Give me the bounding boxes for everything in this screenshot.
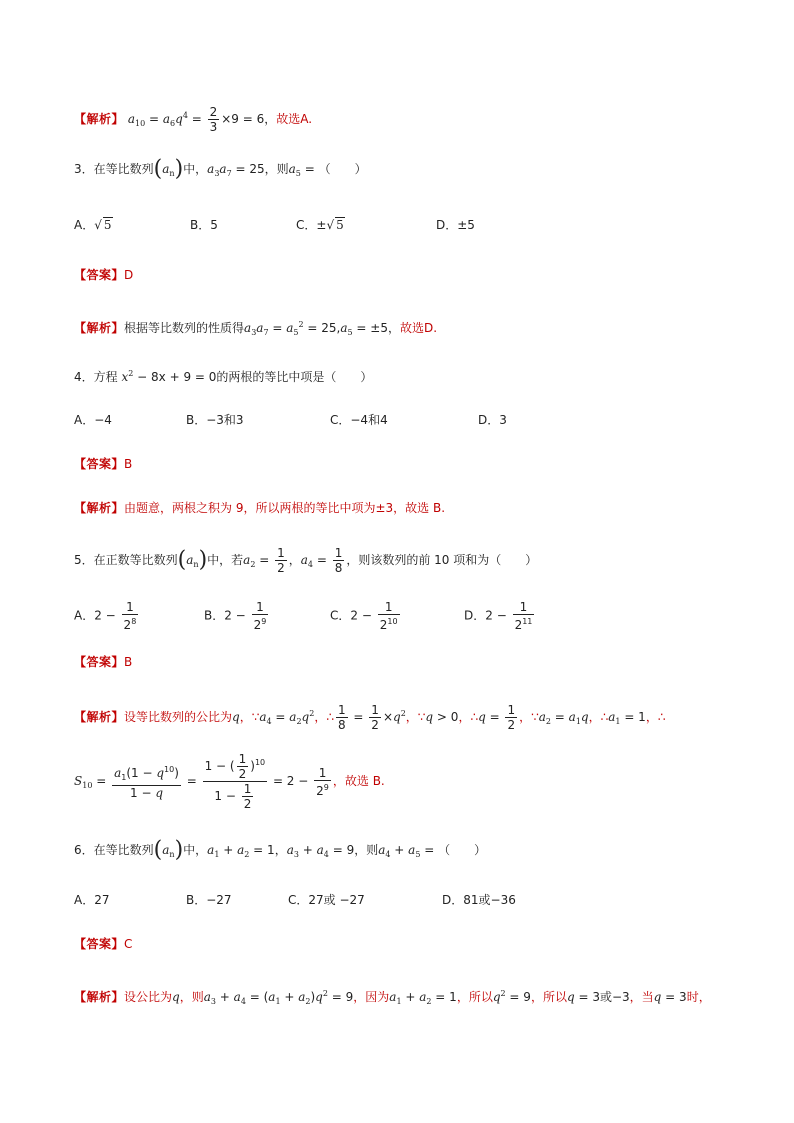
q5-option-c[interactable]: C．2 − $\frac{1}{2^{10}}$ (330, 600, 398, 632)
q5-option-d[interactable]: D．2 − $\frac{1}{2^{11}}$ (464, 600, 533, 632)
q6-option-d[interactable]: D．81或−36 (442, 893, 516, 907)
q5-answer: 【答案】B (74, 655, 133, 669)
q3-option-c[interactable]: C．±√ 5 (296, 218, 344, 232)
q6-answer: 【答案】C (74, 937, 133, 951)
q3-analysis: 【解析】根据等比数列的性质得$a_3a_7 = a_5^2 = 25,a_5 = \pm 5$，故选D. (74, 320, 438, 337)
q3-option-d[interactable]: D．±5 (436, 218, 475, 232)
q6-stem: 6．在等比数列$(a_n)$中，$a_1 + a_2 = 1$，$a_3 + a_4 = 9$，则$a_4 + a_5$ = （ ） (74, 837, 487, 863)
prev-analysis: 【解析】 $a_{10} = a_6q^4$ = $\frac{2}{3}$ ×9 = 6，故选A. (74, 105, 313, 134)
q4-option-d[interactable]: D．3 (478, 413, 507, 427)
q3-answer: 【答案】D (74, 268, 134, 282)
q5-option-a[interactable]: A．2 − $\frac{1}{2^8}$ (74, 600, 137, 632)
q4-analysis: 【解析】由题意，两根之积为 9，所以两根的等比中项为±3，故选 B. (74, 501, 446, 515)
prev-conclusion: 故选A. (276, 112, 313, 126)
q3-option-b[interactable]: B．5 (190, 218, 218, 232)
q6-option-c[interactable]: C．27或 −27 (288, 893, 365, 907)
q5-analysis-formula: $S_{10}$ = $\frac{a_1(1 - q^{10})}{1 - q}$ = 1 − ( $\frac{1}{2}$ )$^{10}$ 1 − $\frac{1}{2}$ = 2 − $\frac{1}{2^9}$ ，故选 B. (74, 752, 385, 811)
q4-answer: 【答案】B (74, 457, 133, 471)
q5-option-b[interactable]: B．2 − $\frac{1}{2^9}$ (204, 600, 267, 632)
q5-stem: 5．在正数等比数列$(a_n)$中，若$a_2$ = $\frac{1}{2}$ ，$a_4$ = $\frac{1}{8}$ ，则该数列的前 10 项和为（ ） (74, 546, 538, 575)
q5-analysis: 【解析】设等比数列的公比为q，$\because a_4 = a_2q^2$，∴ $\frac{1}{8}$ = $\frac{1}{2}$ $\times q^2$，∵q > 0，∴q = $\frac{1}{2}$ ，$\because a_2 = a_1q$，$\therefore a_1 = 1$，∴ (74, 703, 666, 732)
q6-option-a[interactable]: A．27 (74, 893, 110, 907)
analysis-tag: 【解析】 (74, 112, 125, 126)
q6-analysis: 【解析】设公比为q，则$a_3 + a_4 = (a_1 + a_2)q^2 = 9$，因为$a_1 + a_2 = 1$，所以$q^2 = 9$，所以q = 3或−3，当q = 3时， (74, 989, 711, 1006)
q4-option-b[interactable]: B．−3和3 (186, 413, 244, 427)
q4-option-c[interactable]: C．−4和4 (330, 413, 388, 427)
q4-stem: 4．方程 $x^2 - 8x + 9 = 0$的两根的等比中项是（ ） (74, 369, 373, 384)
q6-option-b[interactable]: B．−27 (186, 893, 232, 907)
q3-option-a[interactable]: A．√ 5 (74, 218, 112, 232)
q4-option-a[interactable]: A．−4 (74, 413, 112, 427)
q3-stem: 3．在等比数列$(a_n)$中，$a_3a_7 = 25$，则$a_5$ = （ ） (74, 156, 367, 182)
